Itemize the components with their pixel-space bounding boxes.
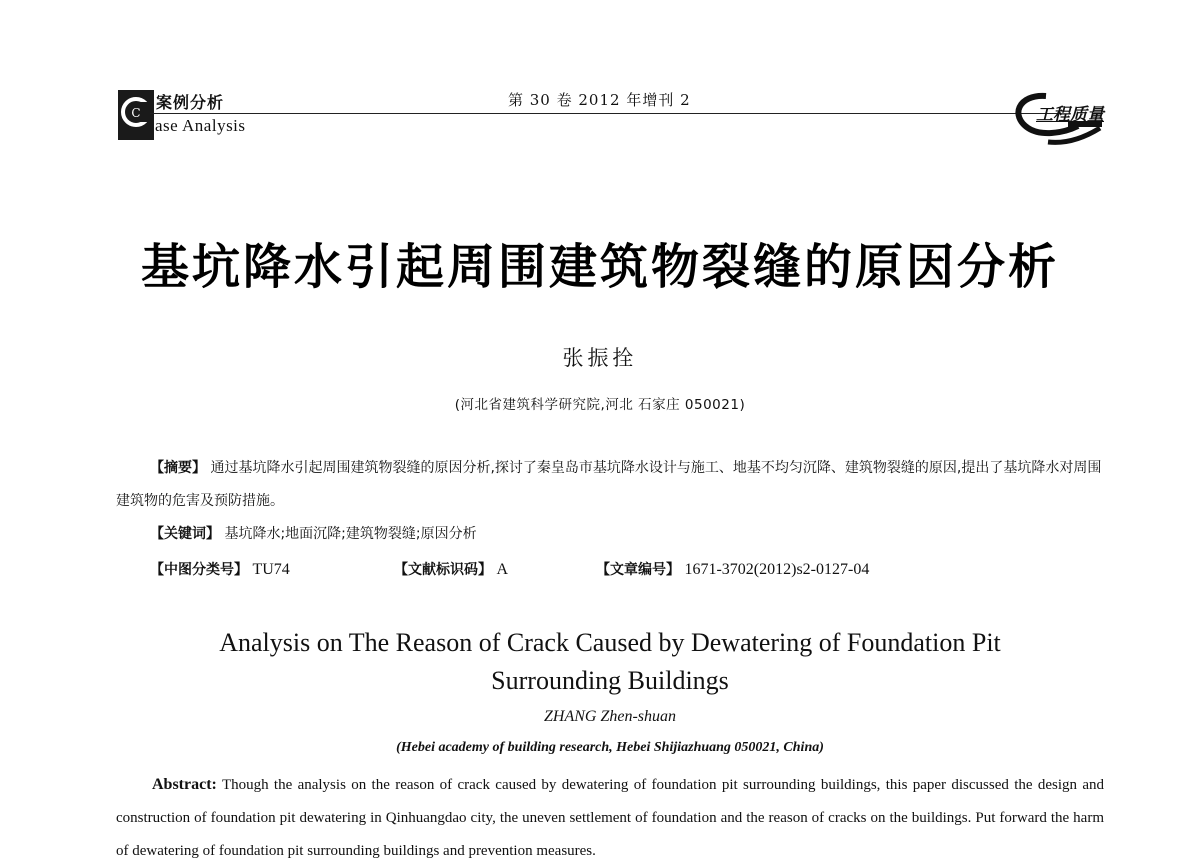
affiliation-cn: (河北省建筑科学研究院,河北 石家庄 050021) (454, 397, 746, 413)
abstract-en (116, 768, 1104, 868)
abstract-cn (116, 452, 1102, 518)
keywords-text: 基坑降水;地面沉降;建筑物裂缝;原因分析 (224, 526, 477, 542)
issue-info: 第 30 卷 2012 年增刊 2 (508, 91, 691, 109)
paper-title-en-line1: Analysis on The Reason of Crack Caused by Dewatering of Foundation Pit (219, 628, 1001, 657)
paper-title-en (0, 624, 1200, 700)
abstract-cn-text: 通过基坑降水引起周围建筑物裂缝的原因分析,探讨了秦皇岛市基坑降水设计与施工、地基不均匀沉降、建筑物裂缝的原因,提出了基坑降水对周围建筑物的危害及预防措施。 (116, 460, 1102, 509)
journal-logo (988, 86, 1108, 154)
author-cn: 张振拴 (562, 346, 638, 370)
paper-title-cn: 基坑降水引起周围建筑物裂缝的原因分析 (140, 239, 1059, 295)
doc-code (394, 559, 508, 579)
abstract-en-label: Abstract: (152, 776, 217, 793)
keywords-cn (150, 523, 477, 543)
affiliation-en: (Hebei academy of building research, Hebei Shijiazhuang 050021, China) (396, 740, 824, 755)
abstract-en-text: Though the analysis on the reason of crack caused by dewatering of foundation pit surrounding buildings, this paper discussed the design and construction of foundation pit dewatering in Qinhuangdao city, the uneven settlement of foundation and the reason of cracks on the buildings. Put forward the harm of dewatering of foundation pit surrounding buildings and prevention measures. (116, 777, 1104, 859)
clc-value: TU74 (252, 561, 290, 578)
journal-logo-text: 工程质量 (1036, 105, 1104, 125)
header-rule (150, 113, 1060, 114)
keywords-label: 【关键词】 (150, 526, 220, 542)
article-no-label: 【文章编号】 (596, 562, 680, 578)
section-title-en: ase Analysis (155, 116, 246, 135)
section-title-cn: 案例分析 (156, 93, 225, 112)
article-no-value: 1671-3702(2012)s2-0127-04 (684, 561, 870, 578)
clc-label: 【中图分类号】 (150, 562, 248, 578)
doc-code-value: A (496, 561, 509, 578)
case-analysis-c-logo-icon (118, 90, 154, 140)
svg-text:C: C (131, 106, 141, 120)
paper-title-en-line2: Surrounding Buildings (491, 666, 729, 695)
journal-header (118, 86, 1108, 156)
article-number (596, 559, 869, 579)
abstract-cn-label: 【摘要】 (150, 460, 206, 476)
clc-code (150, 559, 290, 579)
doc-code-label: 【文献标识码】 (394, 562, 492, 578)
author-en: ZHANG Zhen-shuan (543, 708, 676, 725)
